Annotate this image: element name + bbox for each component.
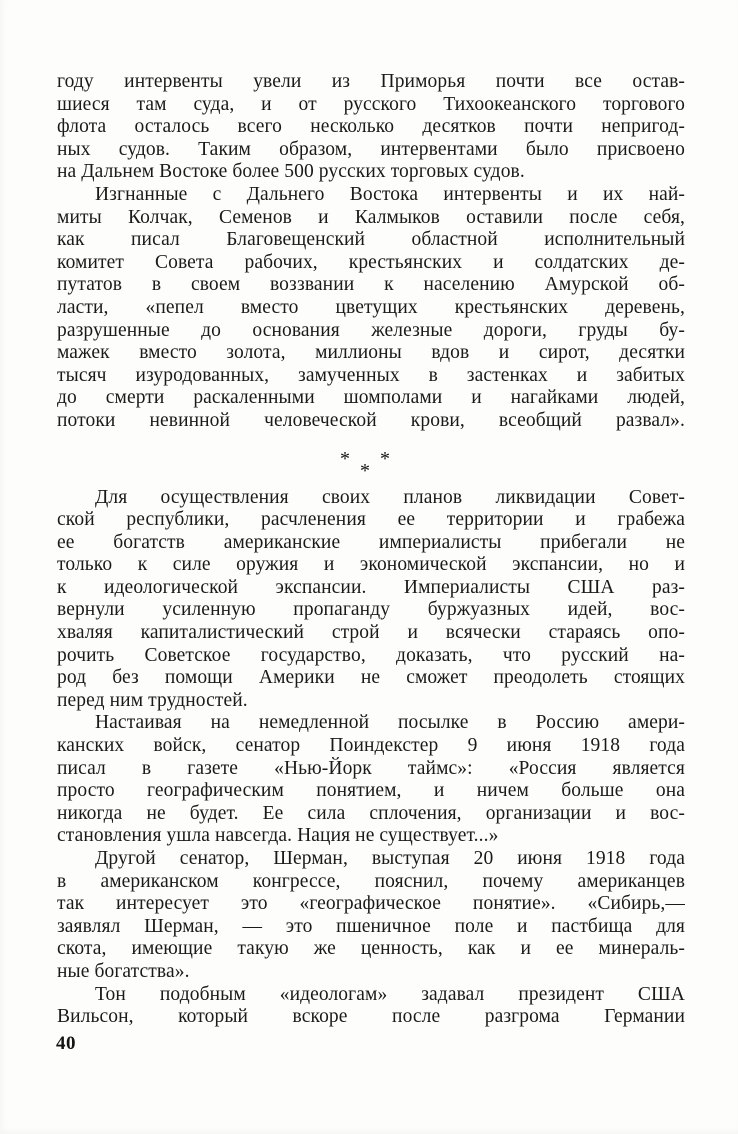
text-line: комитет Совета рабочих, крестьянских и солдатских де- — [57, 251, 685, 273]
paragraph — [57, 184, 685, 433]
text-line: как писал Благовещенский областной исполнительный — [57, 229, 685, 251]
section-pre-separator — [57, 71, 685, 433]
text-line: ее богатств американские империалисты прибегали не — [57, 531, 685, 553]
text-line: Изгнанные с Дальнего Востока интервенты и их най- — [95, 183, 685, 205]
text-line: ные богатства». — [57, 960, 190, 982]
text-line: мажек вместо золота, миллионы вдов и сирот, десятки — [57, 342, 685, 364]
text-line: Тон подобным «идеологам» задавал президент США — [95, 983, 685, 1005]
paragraph — [57, 712, 685, 848]
text-line: к идеологической экспансии. Империалисты США раз- — [57, 576, 685, 598]
paragraph — [57, 984, 685, 1029]
text-line: до смерти раскаленными шомполами и нагайками людей, — [57, 387, 685, 409]
text-line: Для осуществления своих планов ликвидации Совет- — [95, 486, 685, 508]
text-line: флота осталось всего несколько десятков почти непригод- — [57, 116, 685, 138]
asterisk-icon: * — [340, 447, 350, 470]
page-number: 40 — [56, 1033, 76, 1054]
text-line: так интересует это «географическое понятие». «Сибирь,— — [57, 893, 685, 915]
asterisk-separator — [57, 433, 685, 487]
paragraph — [57, 71, 685, 184]
text-line: тысяч изуродованных, замученных в застенках и забитых — [57, 364, 685, 386]
text-line: писал в газете «Нью-Йорк таймс»: «Россия является — [57, 757, 685, 779]
paragraph — [57, 848, 685, 984]
text-line: ской республики, расчленения ее территории и грабежа — [57, 509, 685, 531]
text-line: становления ушла навсегда. Нация не существует...» — [57, 825, 499, 847]
text-line: хваляя капиталистический строй и всячески стараясь опо- — [57, 622, 685, 644]
text-line: шиеся там суда, и от русского Тихоокеанского торгового — [57, 93, 685, 115]
text-line: Вильсон, который вскоре после разгрома Германии — [57, 1006, 685, 1028]
asterisk-icon: * — [380, 447, 390, 470]
text-line: ных судов. Таким образом, интервентами было присвоено — [57, 138, 685, 160]
text-line: ласти, «пепел вместо цветущих крестьянских деревень, — [57, 296, 685, 318]
section-post-separator — [57, 487, 685, 1029]
text-line: вернули усиленную пропаганду буржуазных идей, вос- — [57, 599, 685, 621]
text-block — [57, 71, 685, 1029]
text-line: на Дальнем Востоке более 500 русских торговых судов. — [57, 161, 525, 183]
paragraph — [57, 487, 685, 713]
text-line: Другой сенатор, Шерман, выступая 20 июня 1918 года — [95, 848, 685, 869]
text-line: заявлял Шерман, — это пшеничное поле и пастбища для — [57, 915, 685, 937]
text-line: году интервенты увели из Приморья почти все остав- — [57, 71, 685, 92]
text-line: перед ним трудностей. — [57, 689, 248, 711]
text-line: никогда не будет. Ее сила сплочения, организации и вос- — [57, 802, 685, 824]
text-line: в американском конгрессе, пояснил, почему американцев — [57, 870, 685, 892]
text-line: канских войск, сенатор Поиндекстер 9 июня 1918 года — [57, 735, 685, 757]
text-line: род без помощи Америки не сможет преодолеть стоящих — [57, 667, 685, 689]
text-line: потоки невинной человеческой крови, всеобщий развал». — [57, 409, 685, 431]
text-line: Настаивая на немедленной посылке в Россию амери- — [95, 712, 685, 734]
text-line: скота, имеющие такую же ценность, как и ее минераль- — [57, 938, 685, 960]
text-line: рочить Советское государство, доказать, что русский на- — [57, 644, 685, 666]
asterisk-icon: * — [360, 459, 370, 482]
text-line: разрушенные до основания железные дороги, груды бу- — [57, 319, 685, 341]
text-line: миты Колчак, Семенов и Калмыков оставили после себя, — [57, 206, 685, 228]
text-line: только к силе оружия и экономической экспансии, но и — [57, 554, 685, 576]
text-line: путатов в своем воззвании к населению Амурской об- — [57, 274, 685, 296]
text-line: просто географическим понятием, и ничем больше она — [57, 780, 685, 802]
